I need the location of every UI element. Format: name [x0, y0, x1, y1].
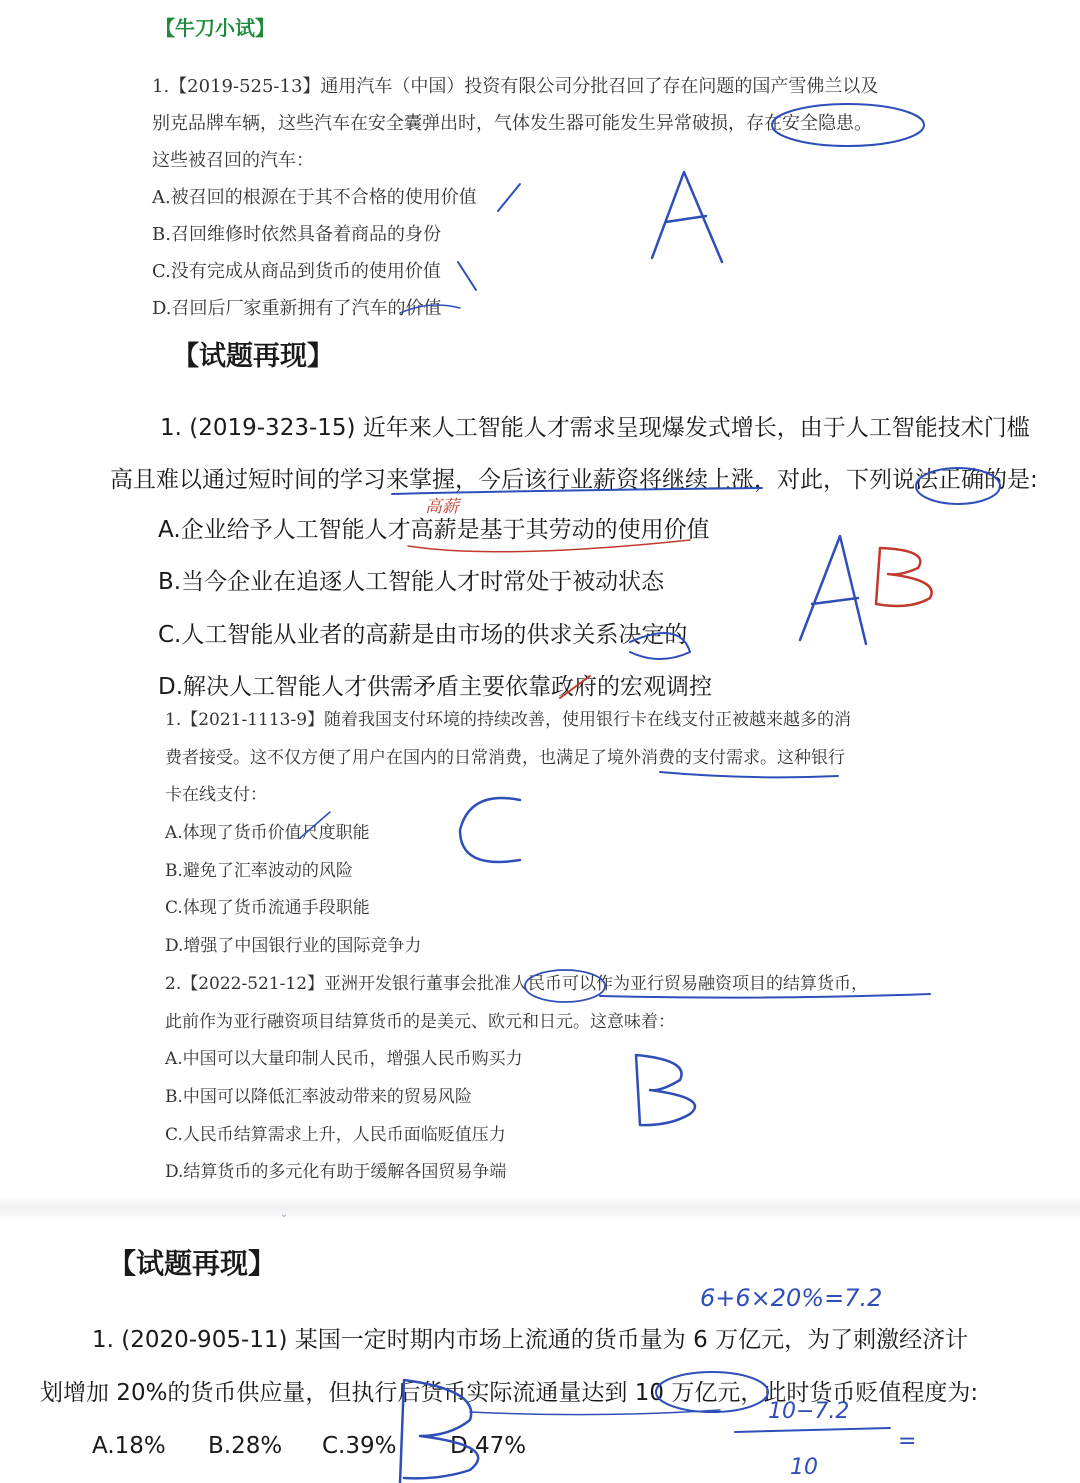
option-b: B.中国可以降低汇率波动带来的贸易风险: [165, 1086, 472, 1107]
answer-letter-mark: [876, 548, 932, 606]
option-b: B.当今企业在追逐人工智能人才时常处于被动状态: [158, 569, 665, 595]
slash-mark: [300, 812, 330, 838]
question-stem-line: 1. (2019-323-15) 近年来人工智能人才需求呈现爆发式增长，由于人工智能技术门槛: [160, 415, 1030, 441]
option-a: A.体现了货币价值尺度职能: [165, 823, 370, 844]
question-stem-line: 2.【2022-521-12】亚洲开发银行董事会批准人民币可以作为亚行贸易融资项目的结算货币，: [165, 973, 869, 994]
question-stem-line: 别克品牌车辆，这些汽车在安全囊弹出时，气体发生器可能发生异常破损，存在安全隐患。: [152, 113, 872, 134]
underline-mark: [600, 994, 930, 998]
handwritten-calc: =: [898, 1429, 917, 1454]
section-heading-shiti-zaixian: 【试题再现】: [108, 1247, 277, 1280]
option-a: A.被召回的根源在于其不合格的使用价值: [152, 187, 477, 208]
answer-letter-mark: [460, 798, 520, 862]
question-stem-line: 费者接受。这不仅方便了用户在国内的日常消费，也满足了境外消费的支付需求。这种银行: [165, 747, 845, 768]
underline-mark: [660, 772, 838, 777]
strike-mark: [400, 305, 460, 313]
option-c: C.39%: [322, 1433, 397, 1459]
chevron-down-icon: ⌄: [280, 1209, 289, 1220]
question-stem-line: 划增加 20%的货币供应量，但执行后货币实际流通量达到 10 万亿元，此时货币贬值程度为:: [40, 1380, 979, 1406]
fraction-bar: [735, 1428, 890, 1432]
option-d: D.召回后厂家重新拥有了汽车的价值: [152, 298, 442, 319]
option-b: B.28%: [208, 1433, 283, 1459]
answer-letter-mark: [800, 536, 866, 644]
underline-mark: [470, 1410, 720, 1415]
question-stem-line: 卡在线支付：: [165, 785, 267, 806]
section-heading-shiti-zaixian: 【试题再现】: [172, 341, 334, 372]
option-d: D.增强了中国银行业的国际竞争力: [165, 936, 422, 957]
option-c: C.人工智能从业者的高薪是由市场的供求关系决定的: [158, 622, 688, 648]
circle-mark: [525, 970, 605, 1002]
question-stem-line: 1.【2019-525-13】通用汽车（中国）投资有限公司分批召回了存在问题的国产雪佛兰以及: [152, 76, 879, 97]
underline-mark: [408, 540, 690, 552]
option-d: D.结算货币的多元化有助于缓解各国贸易争端: [165, 1162, 507, 1183]
option-c: C.人民币结算需求上升，人民币面临贬值压力: [165, 1124, 506, 1145]
question-stem-line: 这些被召回的汽车：: [152, 150, 314, 171]
question-stem-line: 此前作为亚行融资项目结算货币的是美元、欧元和日元。这意味着：: [165, 1011, 675, 1032]
option-a: A.企业给予人工智能人才高薪是基于其劳动的使用价值: [158, 517, 710, 543]
option-d: D.解决人工智能人才供需矛盾主要依靠政府的宏观调控: [158, 674, 713, 700]
option-b: B.召回维修时依然具备着商品的身份: [152, 224, 441, 245]
option-c: C.没有完成从商品到货币的使用价值: [152, 261, 441, 282]
slash-mark: [498, 184, 520, 211]
scribble-mark: [630, 633, 690, 659]
answer-letter-mark: [636, 1055, 695, 1125]
handwritten-calc: 10−7.2: [768, 1399, 850, 1424]
option-a: A.18%: [92, 1433, 166, 1459]
slash-mark: [560, 676, 590, 698]
handwritten-calc: 6+6×20%=7.2: [700, 1284, 883, 1312]
section-tag-niudao: 【牛刀小试】: [155, 16, 275, 40]
option-d: D.47%: [450, 1433, 527, 1459]
answer-letter-mark: [652, 172, 722, 262]
circle-mark: [772, 104, 924, 146]
question-stem-line: 1.【2021-1113-9】随着我国支付环境的持续改善，使用银行卡在线支付正被越来越多的消: [165, 710, 852, 730]
question-stem-line: 1. (2020-905-11) 某国一定时期内市场上流通的货币量为 6 万亿元，为了刺激经济计: [92, 1327, 969, 1353]
handwritten-note: 高薪: [425, 497, 459, 517]
question-stem-line: 高且难以通过短时间的学习来掌握，今后该行业薪资将继续上涨，对此，下列说法正确的是:: [110, 467, 1038, 493]
option-a: A.中国可以大量印制人民币，增强人民币购买力: [165, 1049, 523, 1070]
circle-mark: [656, 1372, 768, 1412]
option-c: C.体现了货币流通手段职能: [165, 898, 370, 919]
underline-mark: [392, 488, 762, 494]
handwritten-calc: 10: [790, 1455, 818, 1480]
slash-mark: [458, 262, 476, 290]
answer-letter-mark: [400, 1380, 478, 1483]
circle-mark: [916, 468, 1000, 504]
option-b: B.避免了汇率波动的风险: [165, 860, 353, 881]
